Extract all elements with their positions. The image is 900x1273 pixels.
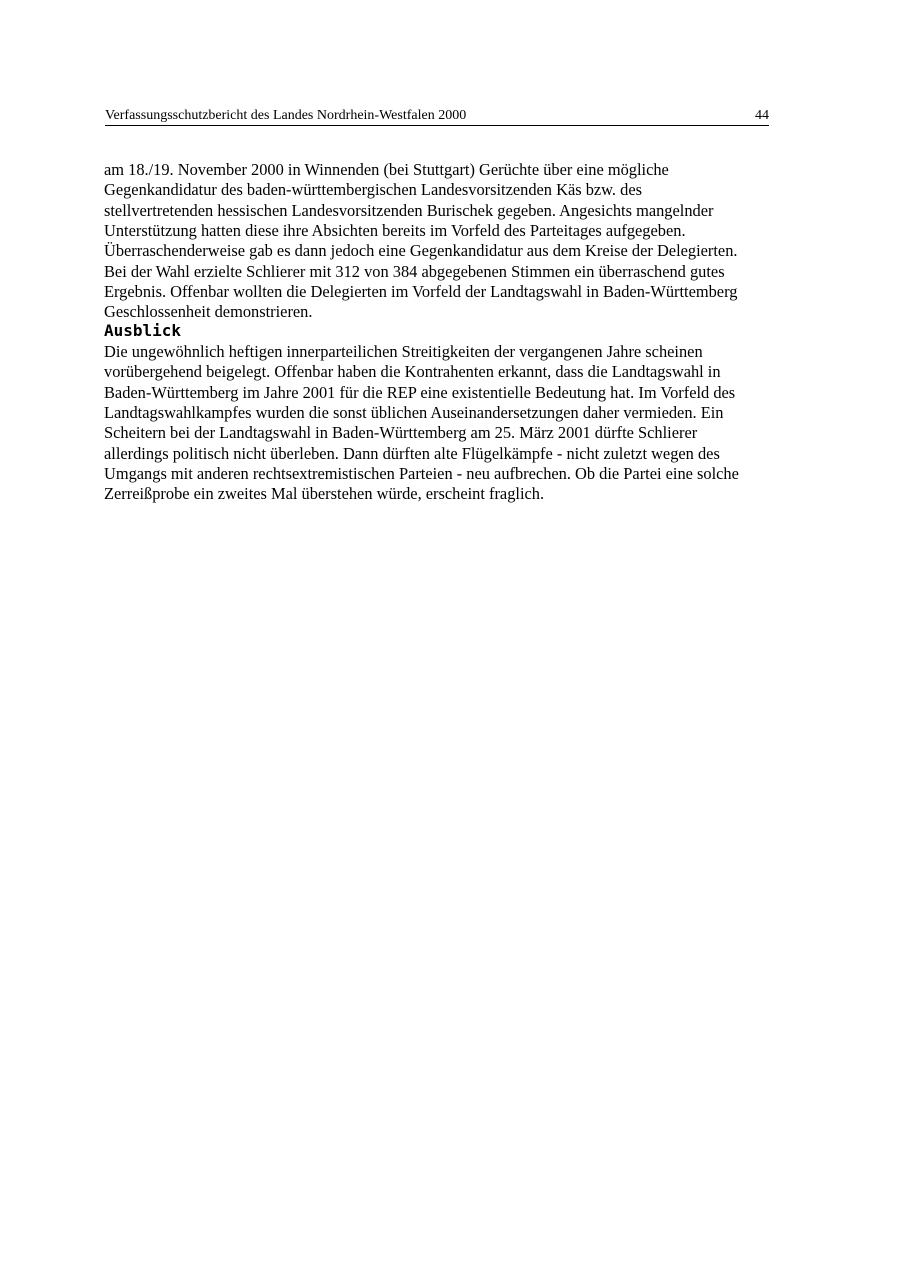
paragraph-line: Landtagswahlkampfes wurden die sonst üblichen Auseinandersetzungen daher vermieden. Ein — [104, 403, 724, 423]
paragraph-line: Die ungewöhnlich heftigen innerparteilichen Streitigkeiten der vergangenen Jahre scheinen — [104, 342, 703, 361]
section-heading: Ausblick — [104, 321, 182, 340]
paragraph-line: stellvertretenden hessischen Landesvorsitzenden Burischek gegeben. Angesichts mangelnder — [104, 200, 714, 220]
paragraph-line: Überraschenderweise gab es dann jedoch eine Gegenkandidatur aus dem Kreise der Delegierten. — [104, 241, 738, 261]
paragraph-line: Gegenkandidatur des baden-württembergischen Landesvorsitzenden Käs bzw. des — [104, 180, 642, 200]
paragraph-line: vorübergehend beigelegt. Offenbar haben die Kontrahenten erkannt, dass die Landtagswahl in — [104, 362, 721, 382]
paragraph-line: Baden-Württemberg im Jahre 2001 für die REP eine existentielle Bedeutung hat. Im Vorfeld des — [104, 382, 736, 402]
paragraph-1 — [104, 160, 804, 323]
paragraph-line: Ergebnis. Offenbar wollten die Delegierten im Vorfeld der Landtagswahl in Baden-Württemberg — [104, 282, 738, 302]
paragraph-line: Geschlossenheit demonstrieren. — [104, 302, 313, 322]
paragraph-line: Unterstützung hatten diese ihre Absichten bereits im Vorfeld des Parteitages aufgegeben. — [104, 221, 686, 241]
paragraph-line: Scheitern bei der Landtagswahl in Baden-Württemberg am 25. März 2001 dürfte Schlierer — [104, 423, 698, 443]
paragraph-line: allerdings politisch nicht überleben. Dann dürften alte Flügelkämpfe - nicht zuletzt wegen des — [104, 443, 720, 463]
paragraph-line: Zerreißprobe ein zweites Mal überstehen würde, erscheint fraglich. — [104, 484, 545, 504]
paragraph-2 — [104, 342, 804, 505]
header-title: Verfassungsschutzbericht des Landes Nordrhein-Westfalen 2000 — [105, 108, 467, 123]
paragraph-line: am 18./19. November 2000 in Winnenden (bei Stuttgart) Gerüchte über eine mögliche — [104, 160, 669, 179]
page-number: 44 — [755, 108, 769, 123]
paragraph-line: Bei der Wahl erzielte Schlierer mit 312 von 384 abgegebenen Stimmen ein überraschend gutes — [104, 261, 725, 281]
page-header — [105, 107, 769, 126]
paragraph-line: Umgangs mit anderen rechtsextremistischen Parteien - neu aufbrechen. Ob die Partei eine solche — [104, 464, 739, 484]
